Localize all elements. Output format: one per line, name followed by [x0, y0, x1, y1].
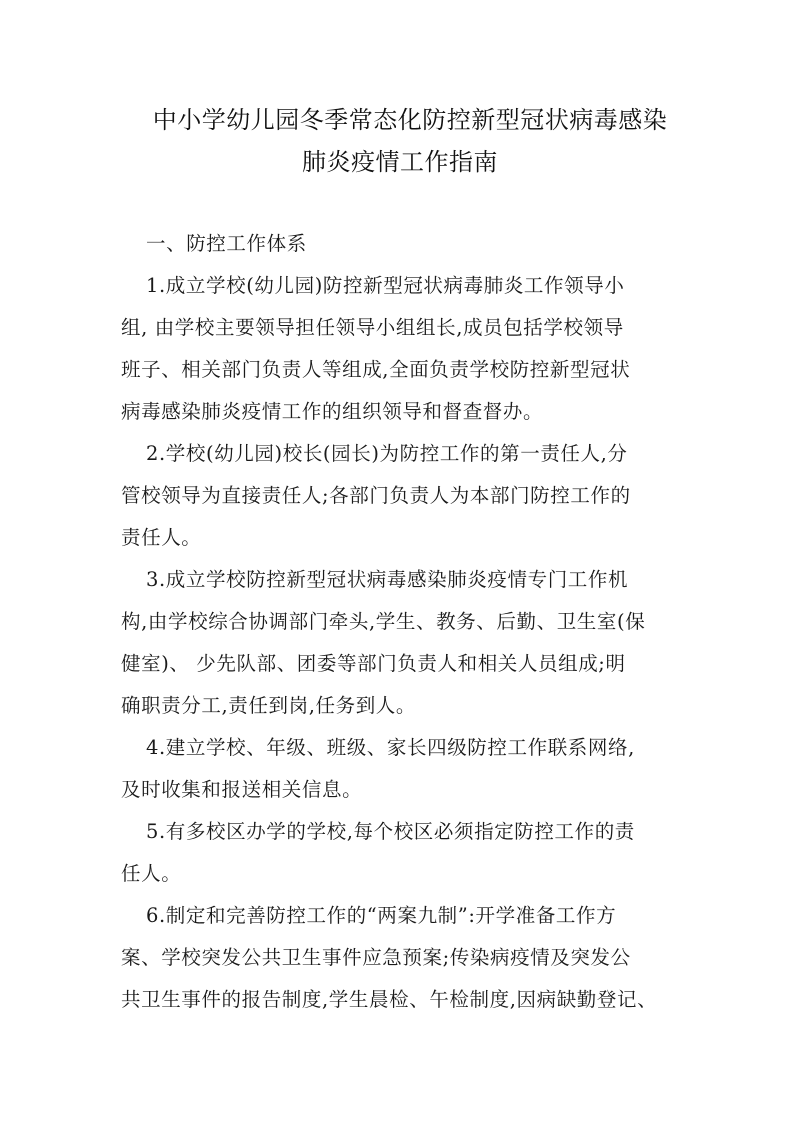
- body-line: 5.有多校区办学的学校,每个校区必须指定防控工作的责: [146, 820, 635, 843]
- body-line: 管校领导为直接责任人;各部门负责人为本部门防控工作的: [121, 484, 631, 507]
- body-line: 健室)、 少先队部、团委等部门负责人和相关人员组成;明: [121, 652, 626, 675]
- body-line: 1.成立学校(幼儿园)防控新型冠状病毒肺炎工作领导小: [146, 274, 625, 297]
- body-line: 3.成立学校防控新型冠状病毒感染肺炎疫情专门工作机: [146, 568, 629, 591]
- body-line: 任人。: [121, 862, 182, 885]
- body-line: 4.建立学校、年级、班级、家长四级防控工作联系网络,: [146, 736, 635, 759]
- body-line: 构,由学校综合协调部门牵头,学生、教务、后勤、卫生室(保: [121, 610, 646, 633]
- section-heading: 一、防控工作体系: [146, 232, 307, 255]
- body-line: 班子、相关部门负责人等组成,全面负责学校防控新型冠状: [121, 358, 631, 381]
- body-line: 6.制定和完善防控工作的“两案九制”:开学准备工作方: [146, 904, 617, 927]
- body-line: 病毒感染肺炎疫情工作的组织领导和督查督办。: [121, 400, 544, 423]
- body-line: 及时收集和报送相关信息。: [121, 778, 363, 801]
- body-line: 责任人。: [121, 526, 202, 549]
- document-title-line-2: 肺炎疫情工作指南: [302, 148, 498, 176]
- body-line: 共卫生事件的报告制度,学生晨检、午检制度,因病缺勤登记、: [121, 988, 658, 1011]
- body-line: 确职责分工,责任到岗,任务到人。: [121, 694, 416, 717]
- body-line: 2.学校(幼儿园)校长(园长)为防控工作的第一责任人,分: [146, 442, 628, 465]
- body-line: 组, 由学校主要领导担任领导小组组长,成员包括学校领导: [121, 316, 624, 339]
- document-title-line-1: 中小学幼儿园冬季常态化防控新型冠状病毒感染: [152, 106, 668, 134]
- body-line: 案、学校突发公共卫生事件应急预案;传染病疫情及突发公: [121, 946, 631, 969]
